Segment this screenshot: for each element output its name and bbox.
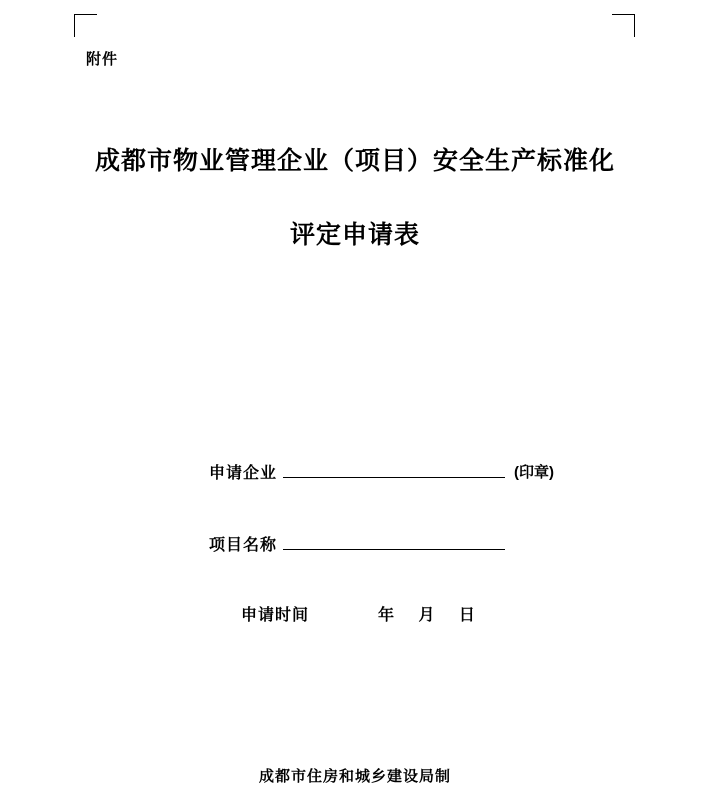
application-date-units[interactable]: 年 月 日 <box>378 607 485 624</box>
applicant-company-input[interactable] <box>283 458 505 478</box>
document-title <box>0 148 710 249</box>
field-row-project-name <box>0 527 710 563</box>
crop-mark-top-left-icon <box>74 14 97 37</box>
crop-mark-top-right-icon <box>612 14 635 37</box>
field-row-application-date <box>0 599 710 629</box>
attachment-label: 附件 <box>86 51 119 68</box>
project-name-label: 项目名称 <box>209 537 278 554</box>
form-fields <box>0 455 710 629</box>
project-name-input[interactable] <box>283 530 505 550</box>
field-row-applicant-company <box>0 455 710 491</box>
applicant-company-seal-note: (印章) <box>514 464 554 481</box>
title-line-secondary: 评定申请表 <box>289 221 420 250</box>
title-line-primary: 成都市物业管理企业（项目）安全生产标准化 <box>94 147 615 175</box>
application-date-label: 申请时间 <box>241 607 310 624</box>
issuing-authority-footer: 成都市住房和城乡建设局制 <box>258 768 451 785</box>
applicant-company-label: 申请企业 <box>209 465 278 482</box>
